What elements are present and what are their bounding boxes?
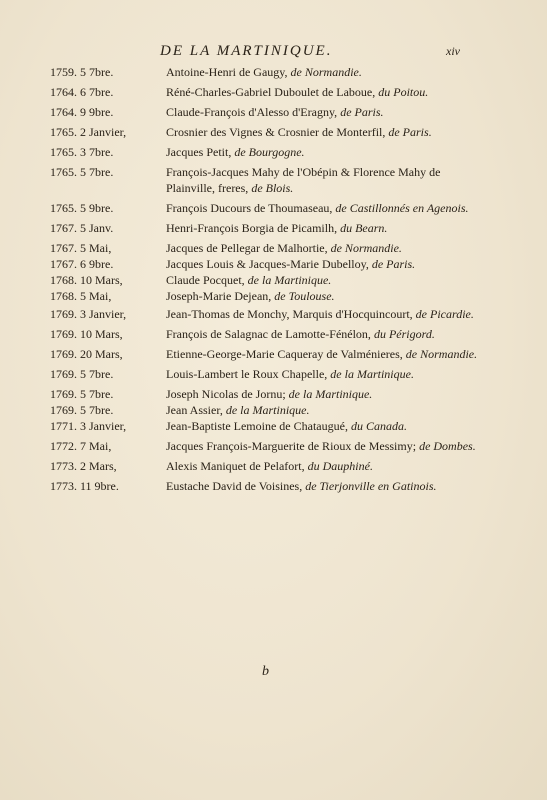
place-of-origin: de la Martinique.	[225, 403, 310, 417]
entry-name	[166, 458, 484, 474]
entry-name	[166, 306, 484, 322]
entry-date: 1772. 7 Mai,	[50, 439, 112, 453]
entry-name	[166, 84, 484, 100]
list-item	[0, 458, 547, 474]
person-name: Eustache David de Voisines,	[166, 479, 303, 493]
list-item	[0, 164, 547, 196]
person-name: Crosnier des Vignes & Crosnier de Monterfil,	[166, 125, 386, 139]
person-name: Jacques Louis & Jacques-Marie Dubelloy,	[166, 257, 369, 271]
list-item	[0, 200, 547, 216]
page-header	[0, 43, 547, 65]
person-name: Claude-François d'Alesso d'Eragny,	[166, 105, 338, 119]
place-of-origin: de la Martinique.	[330, 367, 414, 381]
person-name: Joseph-Marie Dejean,	[166, 289, 272, 303]
person-name: François-Jacques Mahy de l'Obépin & Florence Mahy de Plainville, freres,	[166, 165, 441, 195]
place-of-origin: de Picardie.	[415, 307, 474, 321]
entry-date: 1773. 11 9bre.	[50, 479, 119, 493]
entry-name	[166, 438, 484, 454]
person-name: Jean-Baptiste Lemoine de Chataugué,	[166, 419, 348, 433]
place-of-origin: de Paris.	[388, 125, 432, 139]
entry-name	[166, 402, 484, 418]
person-name: Claude Pocquet,	[166, 273, 245, 287]
entry-date: 1771. 3 Janvier,	[50, 419, 127, 433]
entry-name	[166, 200, 484, 216]
person-name: Jean Assier,	[166, 403, 223, 417]
list-item	[0, 124, 547, 140]
entry-date: 1769. 20 Mars,	[50, 347, 123, 361]
list-item	[0, 366, 547, 382]
page-number: xiv	[446, 44, 460, 58]
entry-date: 1773. 2 Mars,	[50, 459, 117, 473]
place-of-origin: de Normandie.	[330, 241, 402, 255]
entry-name	[166, 144, 484, 160]
person-name: Alexis Maniquet de Pelafort,	[166, 459, 305, 473]
entry-name	[166, 220, 484, 236]
entry-date: 1765. 2 Janvier,	[50, 125, 127, 139]
list-item	[0, 306, 547, 322]
entry-date: 1769. 5 7bre.	[50, 367, 114, 381]
place-of-origin: du Périgord.	[373, 327, 435, 341]
list-item	[0, 104, 547, 120]
entry-date: 1769. 10 Mars,	[50, 327, 123, 341]
list-item	[0, 288, 547, 304]
entry-date: 1765. 5 7bre.	[50, 165, 114, 179]
person-name: Henri-François Borgia de Picamilh,	[166, 221, 338, 235]
entry-date: 1765. 5 9bre.	[50, 201, 114, 215]
place-of-origin: de la Martinique.	[288, 387, 373, 401]
entry-name	[166, 104, 484, 120]
entry-date: 1769. 5 7bre.	[50, 387, 114, 401]
place-of-origin: du Dauphiné.	[307, 459, 373, 473]
list-item	[0, 346, 547, 362]
list-item	[0, 144, 547, 160]
person-name: Réné-Charles-Gabriel Duboulet de Laboue,	[166, 85, 376, 99]
entry-name	[166, 288, 484, 304]
person-name: Joseph Nicolas de Jornu;	[166, 387, 286, 401]
place-of-origin: de Castillonnés en Agenois.	[335, 201, 469, 215]
person-name: Etienne-George-Marie Caqueray de Valménieres,	[166, 347, 403, 361]
entry-name	[166, 386, 484, 402]
entry-date: 1767. 6 9bre.	[50, 257, 114, 271]
entry-name	[166, 256, 484, 272]
list-item	[0, 272, 547, 288]
person-name: François de Salagnac de Lamotte-Fénélon,	[166, 327, 371, 341]
entry-date: 1767. 5 Mai,	[50, 241, 112, 255]
entry-name	[166, 346, 484, 362]
list-item	[0, 402, 547, 418]
list-item	[0, 256, 547, 272]
entry-name	[166, 326, 484, 342]
person-name: Jacques François-Marguerite de Rioux de Messimy;	[166, 439, 417, 453]
entry-name	[166, 124, 484, 140]
entry-name	[166, 478, 484, 494]
person-name: Jacques Petit,	[166, 145, 232, 159]
person-name: Jacques de Pellegar de Malhortie,	[166, 241, 328, 255]
place-of-origin: du Canada.	[350, 419, 407, 433]
entry-date: 1768. 10 Mars,	[50, 273, 123, 287]
person-name: Antoine-Henri de Gaugy,	[166, 65, 288, 79]
place-of-origin: de la Martinique.	[247, 273, 332, 287]
entry-name	[166, 240, 484, 256]
entry-date: 1764. 6 7bre.	[50, 85, 114, 99]
running-title: DE LA MARTINIQUE.	[160, 43, 333, 59]
entry-date: 1767. 5 Janv.	[50, 221, 114, 235]
list-item	[0, 220, 547, 236]
person-name: Louis-Lambert le Roux Chapelle,	[166, 367, 328, 381]
entry-date: 1765. 3 7bre.	[50, 145, 114, 159]
entry-name	[166, 366, 484, 382]
entry-date: 1759. 5 7bre.	[50, 65, 114, 79]
list-item	[0, 64, 547, 80]
list-item	[0, 240, 547, 256]
place-of-origin: de Normandie.	[290, 65, 362, 79]
person-name: Jean-Thomas de Monchy, Marquis d'Hocquincourt,	[166, 307, 413, 321]
person-name: François Ducours de Thoumasеau,	[166, 201, 333, 215]
place-of-origin: de Tierjonville en Gatinois.	[305, 479, 437, 493]
entry-name	[166, 272, 484, 288]
list-item	[0, 418, 547, 434]
place-of-origin: de Toulouse.	[274, 289, 335, 303]
place-of-origin: de Paris.	[340, 105, 384, 119]
list-item	[0, 386, 547, 402]
entry-date: 1768. 5 Mai,	[50, 289, 112, 303]
entry-name	[166, 64, 484, 80]
place-of-origin: de Dombes.	[419, 439, 476, 453]
list-item	[0, 84, 547, 100]
entry-date: 1769. 5 7bre.	[50, 403, 114, 417]
entry-name	[166, 418, 484, 434]
place-of-origin: de Bourgogne.	[234, 145, 305, 159]
list-item	[0, 438, 547, 454]
place-of-origin: de Normandie.	[405, 347, 478, 361]
entry-date: 1769. 3 Janvier,	[50, 307, 127, 321]
place-of-origin: de Paris.	[371, 257, 416, 271]
entry-date: 1764. 9 9bre.	[50, 105, 114, 119]
entry-list	[0, 64, 547, 498]
place-of-origin: de Blois.	[251, 181, 294, 195]
list-item	[0, 478, 547, 494]
printer-signature-mark: b	[262, 664, 269, 679]
entry-name	[166, 164, 484, 196]
place-of-origin: du Poitou.	[378, 85, 429, 99]
place-of-origin: du Bearn.	[340, 221, 388, 235]
list-item	[0, 326, 547, 342]
